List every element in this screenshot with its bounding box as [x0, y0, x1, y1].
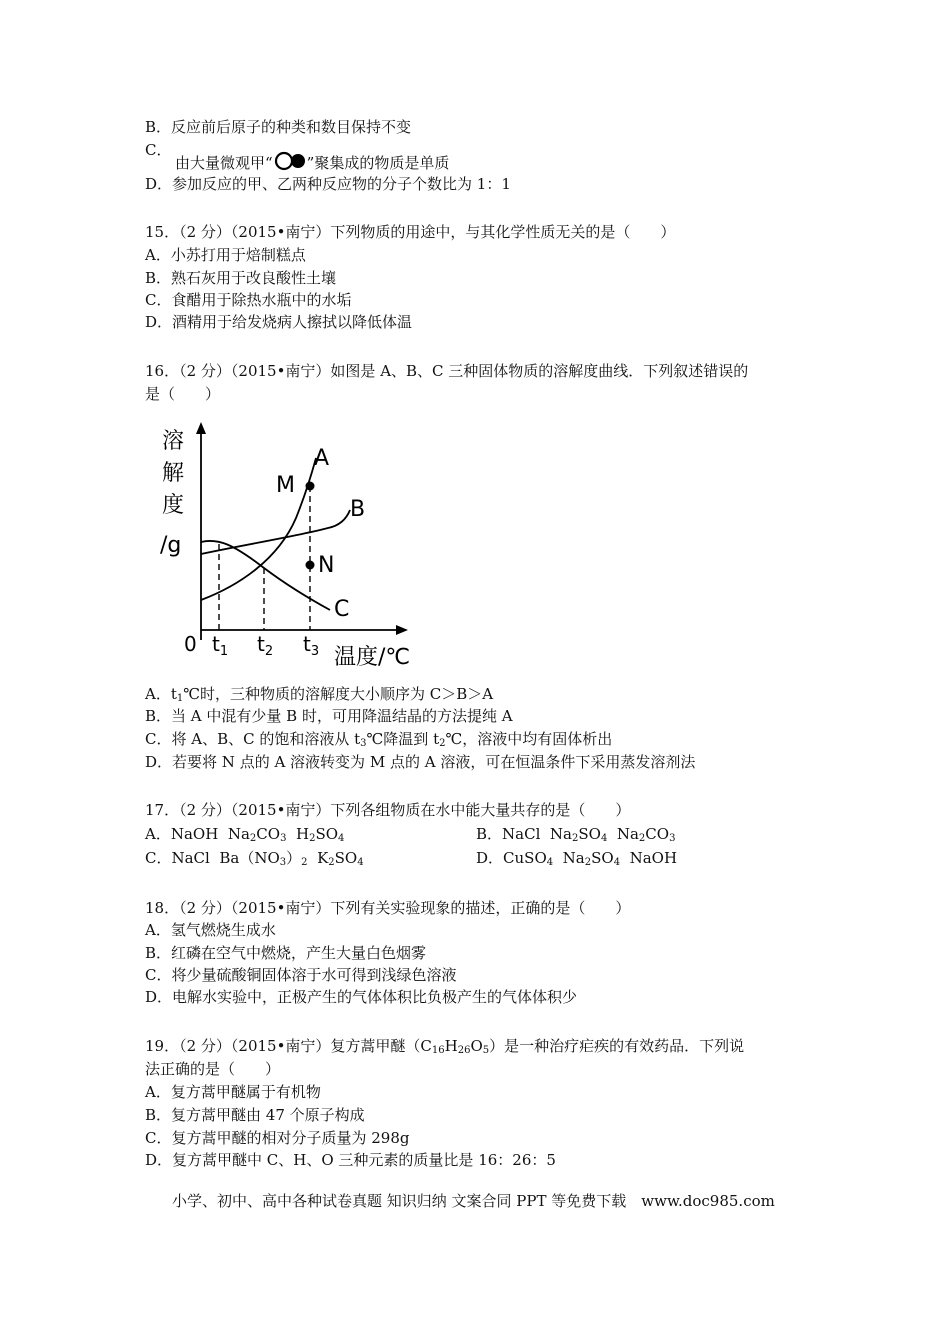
- option-label: A．: [145, 825, 171, 843]
- y-label-3: 度: [162, 493, 185, 518]
- q15-option-d: D．酒精用于给发烧病人擦拭以降低体温: [145, 313, 413, 331]
- q14-option-c-label: C．: [145, 141, 172, 159]
- q14-option-c: [175, 151, 449, 174]
- q19-option-d: D．复方蒿甲醚中 C、H、O 三种元素的质量比是 16：26：5: [145, 1151, 556, 1169]
- subscript: 1: [176, 693, 184, 704]
- page-footer: 小学、初中、高中各种试卷真题 知识归纳 文案合同 PPT 等免费下载 www.doc985.com: [172, 1192, 775, 1210]
- element-symbol: H: [444, 1037, 458, 1055]
- q16-option-c-text-3: ℃，溶液中均有固体析出: [445, 730, 613, 748]
- q16-option-a-text: A．t: [145, 685, 177, 703]
- x-axis-label: 温度/℃: [334, 645, 411, 670]
- y-label-1: 溶: [162, 429, 185, 454]
- subscript: 16: [431, 1045, 445, 1056]
- q17-option-c: C．NaCl $Ba(NO_3)_2$ $K_2SO_4$: [145, 849, 364, 868]
- q19-option-a: A．复方蒿甲醚属于有机物: [145, 1083, 321, 1101]
- molecule-icon: [273, 151, 307, 171]
- subscript: 26: [457, 1045, 471, 1056]
- point-m-label: M: [276, 473, 295, 498]
- subscript: 5: [482, 1045, 490, 1056]
- point-n-label: N: [318, 553, 335, 578]
- y-label-2: 解: [162, 461, 185, 486]
- q14-option-b: B．反应前后原子的种类和数目保持不变: [145, 118, 412, 136]
- subscript: 3: [360, 738, 367, 749]
- curve-a: [201, 458, 316, 600]
- q16-option-c-text-2: ℃降温到 t: [366, 730, 440, 748]
- curve-a-label: A: [314, 446, 330, 471]
- q18-option-a: A．氢气燃烧生成水: [145, 921, 276, 939]
- q18-option-c: C．将少量硫酸铜固体溶于水可得到浅绿色溶液: [145, 966, 457, 984]
- t2-tick: $t_2$: [257, 632, 274, 659]
- q14-option-d: D．参加反应的甲、乙两种反应物的分子个数比为 1：1: [145, 175, 511, 193]
- q17-option-a: A．NaOH $Na_2CO_3$ $H_2SO_4$: [145, 825, 345, 844]
- q19-stem-text-2: ）是一种治疗疟疾的有效药品．下列说: [489, 1037, 745, 1055]
- q15-option-a: A．小苏打用于焙制糕点: [145, 246, 306, 264]
- q15-stem: 15．（2 分）（2015•南宁）下列物质的用途中，与其化学性质无关的是（ ）: [145, 223, 676, 241]
- q18-stem: 18．（2 分）（2015•南宁）下列有关实验现象的描述，正确的是（ ）: [145, 899, 631, 917]
- curve-b: [201, 510, 350, 554]
- q16-stem-line1: 16．（2 分）（2015•南宁）如图是 A、B、C 三种固体物质的溶解度曲线．下列叙述错误的: [145, 362, 749, 380]
- q16-stem-line2: 是（ ）: [145, 385, 221, 403]
- option-label: D．: [476, 849, 504, 867]
- q19-option-b: B．复方蒿甲醚由 47 个原子构成: [145, 1106, 365, 1124]
- q14-option-c-text-after: ”聚集成的物质是单质: [306, 154, 450, 172]
- q16-option-b: B．当 A 中混有少量 B 时，可用降温结晶的方法提纯 A: [145, 707, 513, 725]
- element-symbol: O: [470, 1037, 483, 1055]
- solubility-graph: [158, 418, 423, 673]
- q19-stem-line1: [145, 1035, 744, 1057]
- point-m: [306, 482, 315, 491]
- q16-option-c: [145, 728, 612, 750]
- q19-stem-line2: 法正确的是（ ）: [145, 1060, 281, 1078]
- q19-option-c: C．复方蒿甲醚的相对分子质量为 298g: [145, 1129, 410, 1147]
- option-label: C．: [145, 849, 172, 867]
- curve-c-label: C: [334, 597, 350, 622]
- q18-option-d: D．电解水实验中，正极产生的气体体积比负极产生的气体体积少: [145, 988, 578, 1006]
- t3-tick: $t_3$: [303, 632, 320, 659]
- q16-option-c-text: C．将 A、B、C 的饱和溶液从 t: [145, 730, 361, 748]
- x-axis-arrow: [396, 625, 408, 635]
- y-label-4: /g: [160, 533, 182, 558]
- q15-option-c: C．食醋用于除热水瓶中的水垢: [145, 291, 352, 309]
- q16-option-a-text-2: ℃时，三种物质的溶解度大小顺序为 C＞B＞A: [183, 685, 494, 703]
- q16-option-d: D．若要将 N 点的 A 溶液转变为 M 点的 A 溶液，可在恒温条件下采用蒸发溶剂法: [145, 753, 696, 771]
- q15-option-b: B．熟石灰用于改良酸性土壤: [145, 269, 337, 287]
- y-axis-arrow: [196, 422, 206, 434]
- origin-label: 0: [184, 632, 197, 656]
- q19-stem-text: 19．（2 分）（2015•南宁）复方蒿甲醚（C: [145, 1037, 432, 1055]
- q17-option-d: D．CuSO$_4$ $Na_2SO_4$ NaOH: [476, 849, 678, 868]
- option-label: B．: [476, 825, 503, 843]
- curve-b-label: B: [350, 497, 366, 522]
- q18-option-b: B．红磷在空气中燃烧，产生大量白色烟雾: [145, 944, 427, 962]
- q16-option-a: [145, 683, 493, 705]
- q17-option-b: B．NaCl $Na_2SO_4$ $Na_2CO_3$: [476, 825, 676, 844]
- q17-stem: 17．（2 分）（2015•南宁）下列各组物质在水中能大量共存的是（ ）: [145, 801, 631, 819]
- t1-tick: $t_1$: [212, 632, 229, 659]
- q14-option-c-text-before: 由大量微观甲“: [175, 154, 273, 172]
- point-n: [306, 561, 315, 570]
- subscript: 2: [439, 738, 446, 749]
